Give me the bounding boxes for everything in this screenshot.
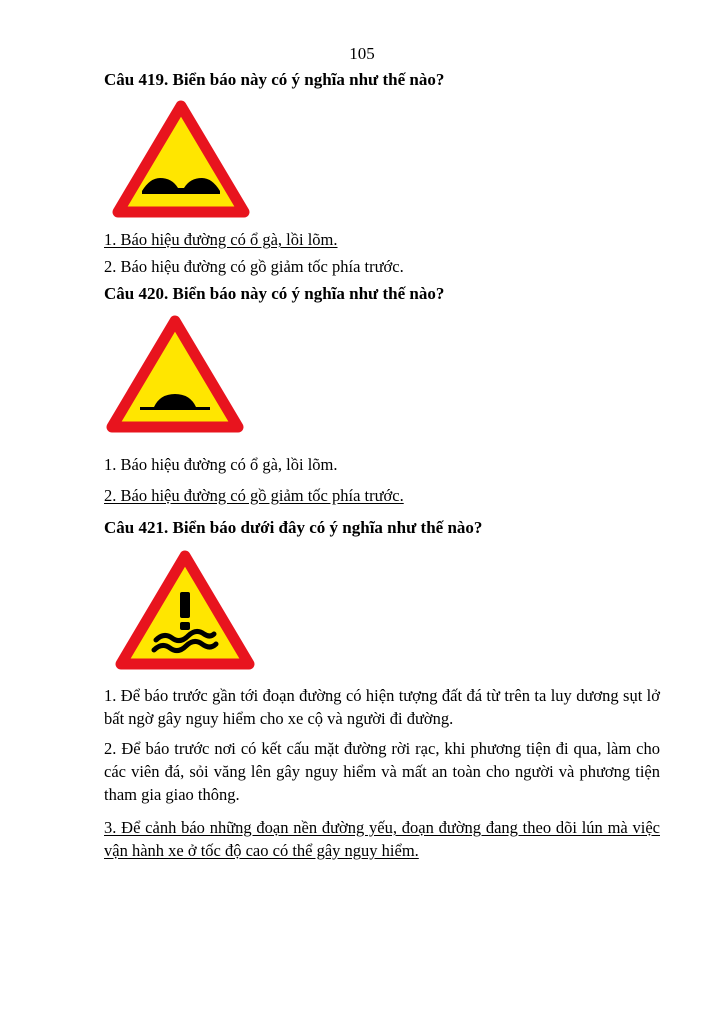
uneven-road-sign-icon bbox=[112, 98, 250, 220]
page-number: 105 bbox=[349, 44, 375, 63]
question-420-answer-2: 2. Báo hiệu đường có gồ giảm tốc phía trước. bbox=[104, 486, 404, 505]
question-421-answer-1: 1. Để báo trước gần tới đoạn đường có hiện tượng đất đá từ trên ta luy dương sụt lở bất ngờ gây nguy hiểm cho xe cộ và người đi đường. bbox=[104, 686, 660, 728]
question-421-answer-2: 2. Để báo trước nơi có kết cấu mặt đường rời rạc, khi phương tiện đi qua, làm cho các viên đá, sỏi văng lên gây nguy hiểm và mất an toàn cho người và phương tiện tham gia giao thông. bbox=[104, 739, 660, 804]
question-421-title: Câu 421. Biển báo dưới đây có ý nghĩa như thế nào? bbox=[104, 518, 483, 537]
question-420-title: Câu 420. Biển báo này có ý nghĩa như thế nào? bbox=[104, 284, 445, 303]
soft-road-subsidence-sign-icon bbox=[114, 548, 256, 672]
question-419-answer-1: 1. Báo hiệu đường có ổ gà, lồi lõm. bbox=[104, 230, 338, 249]
question-419-answer-2: 2. Báo hiệu đường có gồ giảm tốc phía trước. bbox=[104, 257, 404, 276]
question-420-answer-1: 1. Báo hiệu đường có ổ gà, lồi lõm. bbox=[104, 455, 338, 474]
speed-bump-sign-icon bbox=[106, 313, 244, 435]
question-419-title: Câu 419. Biển báo này có ý nghĩa như thế nào? bbox=[104, 70, 445, 89]
question-421-answer-3: 3. Để cảnh báo những đoạn nền đường yếu, đoạn đường đang theo dõi lún mà việc vận hành xe ở tốc độ cao có thể gây nguy hiểm. bbox=[104, 818, 660, 860]
